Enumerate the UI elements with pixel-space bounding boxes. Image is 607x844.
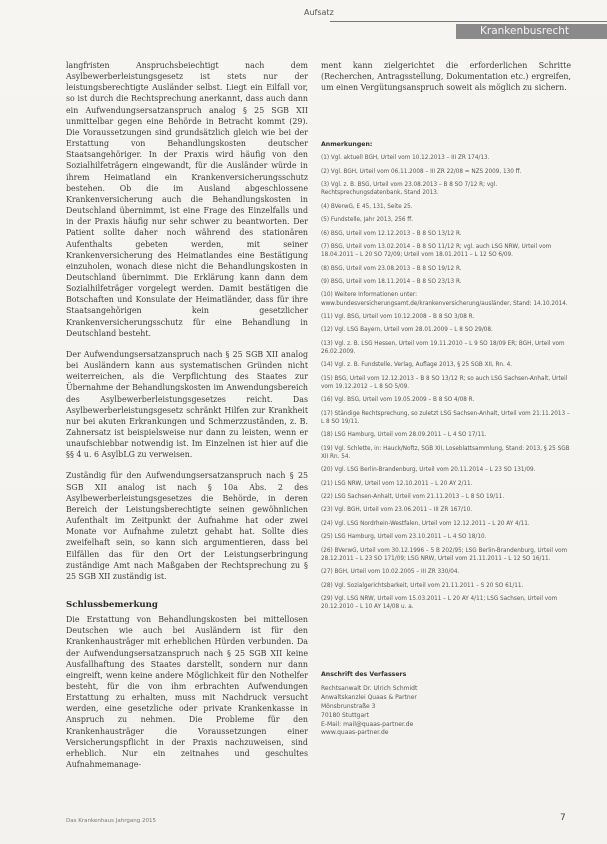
footnote-item: (14) Vgl. z. B. Fundstelle, Verlag, Auflage 2013, § 25 SGB XII, Rn. 4.: [321, 362, 513, 369]
footnote-item: (24) Vgl. LSG Nordrhein-Westfalen, Urteil vom 12.12.2011 – L 20 AY 4/11.: [321, 520, 530, 527]
footnote-item: (10) Weitere Informationen unter: www.bundesversicherungsamt.de/krankenversicherung/ausländer, Stand: 14.10.2014.: [321, 292, 568, 307]
footnote-item: (9) BSG, Urteil vom 18.11.2014 – B 8 SO 23/13 R.: [321, 279, 462, 285]
section-label: Aufsatz: [304, 8, 334, 17]
footnote-item: (3) Vgl. z. B. BSG, Urteil vom 23.08.2013 – B 8 SO 7/12 R; vgl. Rechtsprechungsdatenbank, Stand 2013.: [321, 182, 498, 197]
author-address-line: Anwaltskanzlei Quaas & Partner: [321, 694, 417, 702]
author-address-line: E-Mail: mail@quaas-partner.de: [321, 720, 414, 728]
footnote-item: (15) BSG, Urteil vom 12.12.2013 – B 8 SO 13/12 R; so auch LSG Sachsen-Anhalt, Urteil vom 19.12.2012 – L 8 SO 5/09.: [321, 375, 568, 390]
footnote-item: (6) BSG, Urteil vom 12.12.2013 – B 8 SO 13/12 R.: [321, 230, 462, 237]
footnote-item: (12) Vgl. LSG Bayern, Urteil vom 28.01.2009 – L 8 SO 29/08.: [321, 327, 493, 334]
footnote-item: (25) LSG Hamburg, Urteil vom 23.10.2011 – L 4 SO 18/10.: [321, 534, 487, 541]
footnote-item: (28) Vgl. Sozialgerichtsbarkeit, Urteil vom 21.11.2011 – S 20 SO 61/11.: [321, 582, 524, 589]
body-paragraph: ment kann zielgerichtet die erforderlichen Schritte (Recherchen, Antragsstellung, Dokumentation etc.) ergreifen, um einen Vergütungsanspruch soweit als möglich zu sichern.: [321, 61, 571, 93]
body-paragraph: langfristen Anspruchsbeiechtigt nach dem Asylbewerberleistungsgesetz ist stets nur der leistungsberechtigte Ausländer selbst. Liegt ein Eilfall vor, so ist durch die Rechtsprechung anerkannt, dass auch dann ein Aufwendungsersatzanspruch analog § 25 SGB XII unmittelbar gegen eine Behörde in Betracht kommt (29). Die Voraussetzungen sind grundsätzlich gleich wie bei der Erstattung von Behandlungskosten deutscher Staatsangehöriger. In der Praxis wird häufig von den Sozialhilfeträgern eingewandt, für die Ausländer würde in ihrem Heimatland ein Krankenversicherungsschutz bestehen. Ob die im Ausland abgeschlossene Krankenversicherung auch die Behandlungskosten in Deutschland übernimmt, ist eine Frage des Einzelfalls und in der Praxis häufig nur sehr schwer zu beantworten. Der Patient sollte daher noch während des stationären Aufenthalts gebeten werden, mit seiner Krankenversicherung des Heimatlandes eine Bestätigung einzuholen, wonach diese nicht die Behandlungskosten in Deutschland übernimmt. Die Erklärung kann dann dem Sozialhilfeträger vorgelegt werden. Damit bestätigen die Botschaften und Konsulate der Heimatländer, dass für ihre Staatsangehörigen kein gesetzlicher Krankenversicherungsschutz für eine Behandlung in Deutschland besteht.: [66, 61, 308, 338]
page-number: 7: [560, 813, 566, 823]
author-heading: Anschrift des Verfassers: [321, 671, 407, 679]
footnote-item: (26) BVerwG, Urteil vom 30.12.1996 – 5 B 202/95; LSG Berlin-Brandenburg, Urteil vom 28.12.2011 – L 23 SO 171/09; LSG NRW, Urteil vom 21.11.2011 – L 12 SO 16/11.: [321, 547, 568, 562]
footnote-item: (27) BGH, Urteil vom 10.02.2005 – III ZR 330/04.: [321, 569, 460, 576]
footnote-item: (21) LSG NRW, Urteil vom 12.10.2011 – L 20 AY 2/11.: [321, 480, 473, 487]
footnote-item: (17) Ständige Rechtsprechung, so zuletzt LSG Sachsen-Anhalt, Urteil vom 21.11.2013 – L 8 SO 19/11.: [321, 410, 570, 425]
footnote-item: (16) Vgl. BSG, Urteil vom 19.05.2009 – B 8 SO 4/08 R.: [321, 397, 475, 404]
closing-paragraph: Die Erstattung von Behandlungskosten bei mittellosen Deutschen wie auch bei Ausländern ist für den Krankenhausträger mit erheblichen Hürden verbunden. Da der Aufwendungsersatzanspruch nach § 25 SGB XII keine Ausfallhaftung des Staates darstellt, sondern nur dann eingreift, wenn keine andere Möglichkeit für den Nothelfer besteht, für die von ihm erbrachten Aufwendungen Erstattung zu erhalten, muss mit Nachdruck versucht werden, eine gesetzliche oder private Krankenkasse in Anspruch zu nehmen. Die Probleme für den Krankenhausträger die Voraussetzungen einer Versicherungspflicht in der Praxis nachzuweisen, sind erheblich. Nur ein zeitnahes und geschultes Aufnahmemanage-: [66, 615, 308, 770]
author-block: [321, 671, 571, 738]
left-column: [66, 60, 308, 780]
footnote-item: (1) Vgl. aktuell BGH, Urteil vom 10.12.2013 – III ZR 174/13.: [321, 155, 490, 162]
footnote-item: (5) Fundstelle, Jahr 2013, 256 ff.: [321, 217, 414, 224]
author-address: [321, 685, 571, 738]
topic-band: [456, 24, 607, 39]
footnote-item: (29) Vgl. LSG NRW, Urteil vom 15.03.2011 – L 20 AY 4/11; LSG Sachsen, Urteil vom 20.12.2010 – L 10 AY 14/08 u. a.: [321, 596, 558, 611]
footnote-item: (2) Vgl. BGH, Urteil vom 06.11.2008 – III ZR 22/08 = NZS 2009, 130 ff.: [321, 168, 522, 175]
author-address-line: Mönsbrunstraße 3: [321, 703, 376, 711]
footnote-item: (11) Vgl. BSG, Urteil vom 10.12.2008 – B 8 SO 3/08 R.: [321, 313, 475, 320]
right-column: [321, 60, 571, 738]
footnote-item: (20) Vgl. LSG Berlin-Brandenburg, Urteil vom 20.11.2014 – L 23 SO 131/09.: [321, 467, 536, 474]
author-address-line: www.quaas-partner.de: [321, 729, 389, 737]
footnote-item: (7) BSG, Urteil vom 13.02.2014 – B 8 SO 11/12 R; vgl. auch LSG NRW, Urteil vom 18.04.2011 – L 20 SO 72/09; Urteil vom 18.01.2011 – L 12 SO 6/09.: [321, 244, 552, 259]
footnote-item: (23) Vgl. BGH, Urteil vom 23.06.2011 – III ZR 167/10.: [321, 507, 473, 514]
author-address-line: 70180 Stuttgart: [321, 711, 369, 719]
footnote-item: (4) BVerwG, E 45, 131, Seite 25.: [321, 203, 413, 210]
footnote-item: (18) LSG Hamburg, Urteil vom 28.09.2011 – L 4 SO 17/11.: [321, 432, 487, 439]
footnote-item: (19) Vgl. Schlette, in: Hauck/Noftz, SGB XII, Loseblattsammlung, Stand: 2013, § 25 SGB XII Rn. 54.: [321, 445, 570, 460]
body-paragraph: Der Aufwendungsersatzanspruch nach § 25 SGB XII analog bei Ausländern kann aus systematischen Gründen nicht weiterreichen, als die Verpflichtung des Staates zur Übernahme der Behandlungskosten im Anwendungsbereich des Asylbewerberleistungsgesetzes reicht. Das Asylbewerberleistungsgesetz schränkt Hilfen zur Krankheit nur bei akuten Erkrankungen und Schmerzzuständen, z. B. Zahnersatz ist beispielsweise nur dann zu leisten, wenn er unaufschiebbar notwendig ist. Im Einzelnen ist hier auf die §§ 4 u. 6 AsylbLG zu verweisen.: [66, 349, 308, 460]
footnote-item: (8) BSG, Urteil vom 23.08.2013 – B 8 SO 19/12 R.: [321, 265, 462, 272]
body-paragraph: Zuständig für den Aufwendungsersatzanspruch nach § 25 SGB XII analog ist nach § 10a Abs. 2 des Asylbewerberleistungsgesetzes die Behörde, in deren Bereich der Leistungsberechtigte seinen gewöhnlichen Aufenthalt im Zeitpunkt der Aufnahme hat oder zwei Monate vor Aufnahme zuletzt gehabt hat. Sollte dies zweifelhaft sein, so kann sich argumentieren, dass bei Eilfällen das für den Ort der Leistungserbringung zuständige Amt nach Maßgaben der Rechtsprechung zu § 25 SGB XII zuständig ist.: [66, 471, 308, 581]
notes-heading: Anmerkungen:: [321, 141, 373, 149]
header-rule: [330, 21, 607, 22]
topic-label: Krankenbusrecht: [480, 25, 569, 37]
author-address-line: Rechtsanwalt Dr. Ulrich Schmidt: [321, 685, 418, 693]
journal-footer: Das Krankenhaus Jahrgang 2015: [66, 818, 156, 824]
closing-heading: Schlussbemerkung: [66, 600, 158, 611]
footnote-item: (13) Vgl. z. B. LSG Hessen, Urteil vom 19.11.2010 – L 9 SO 18/09 ER; BGH, Urteil vom 26.02.2009.: [321, 340, 565, 355]
footnotes-list: [321, 154, 571, 611]
footnote-item: (22) LSG Sachsen-Anhalt, Urteil vom 21.11.2013 – L 8 SO 19/11.: [321, 494, 505, 501]
